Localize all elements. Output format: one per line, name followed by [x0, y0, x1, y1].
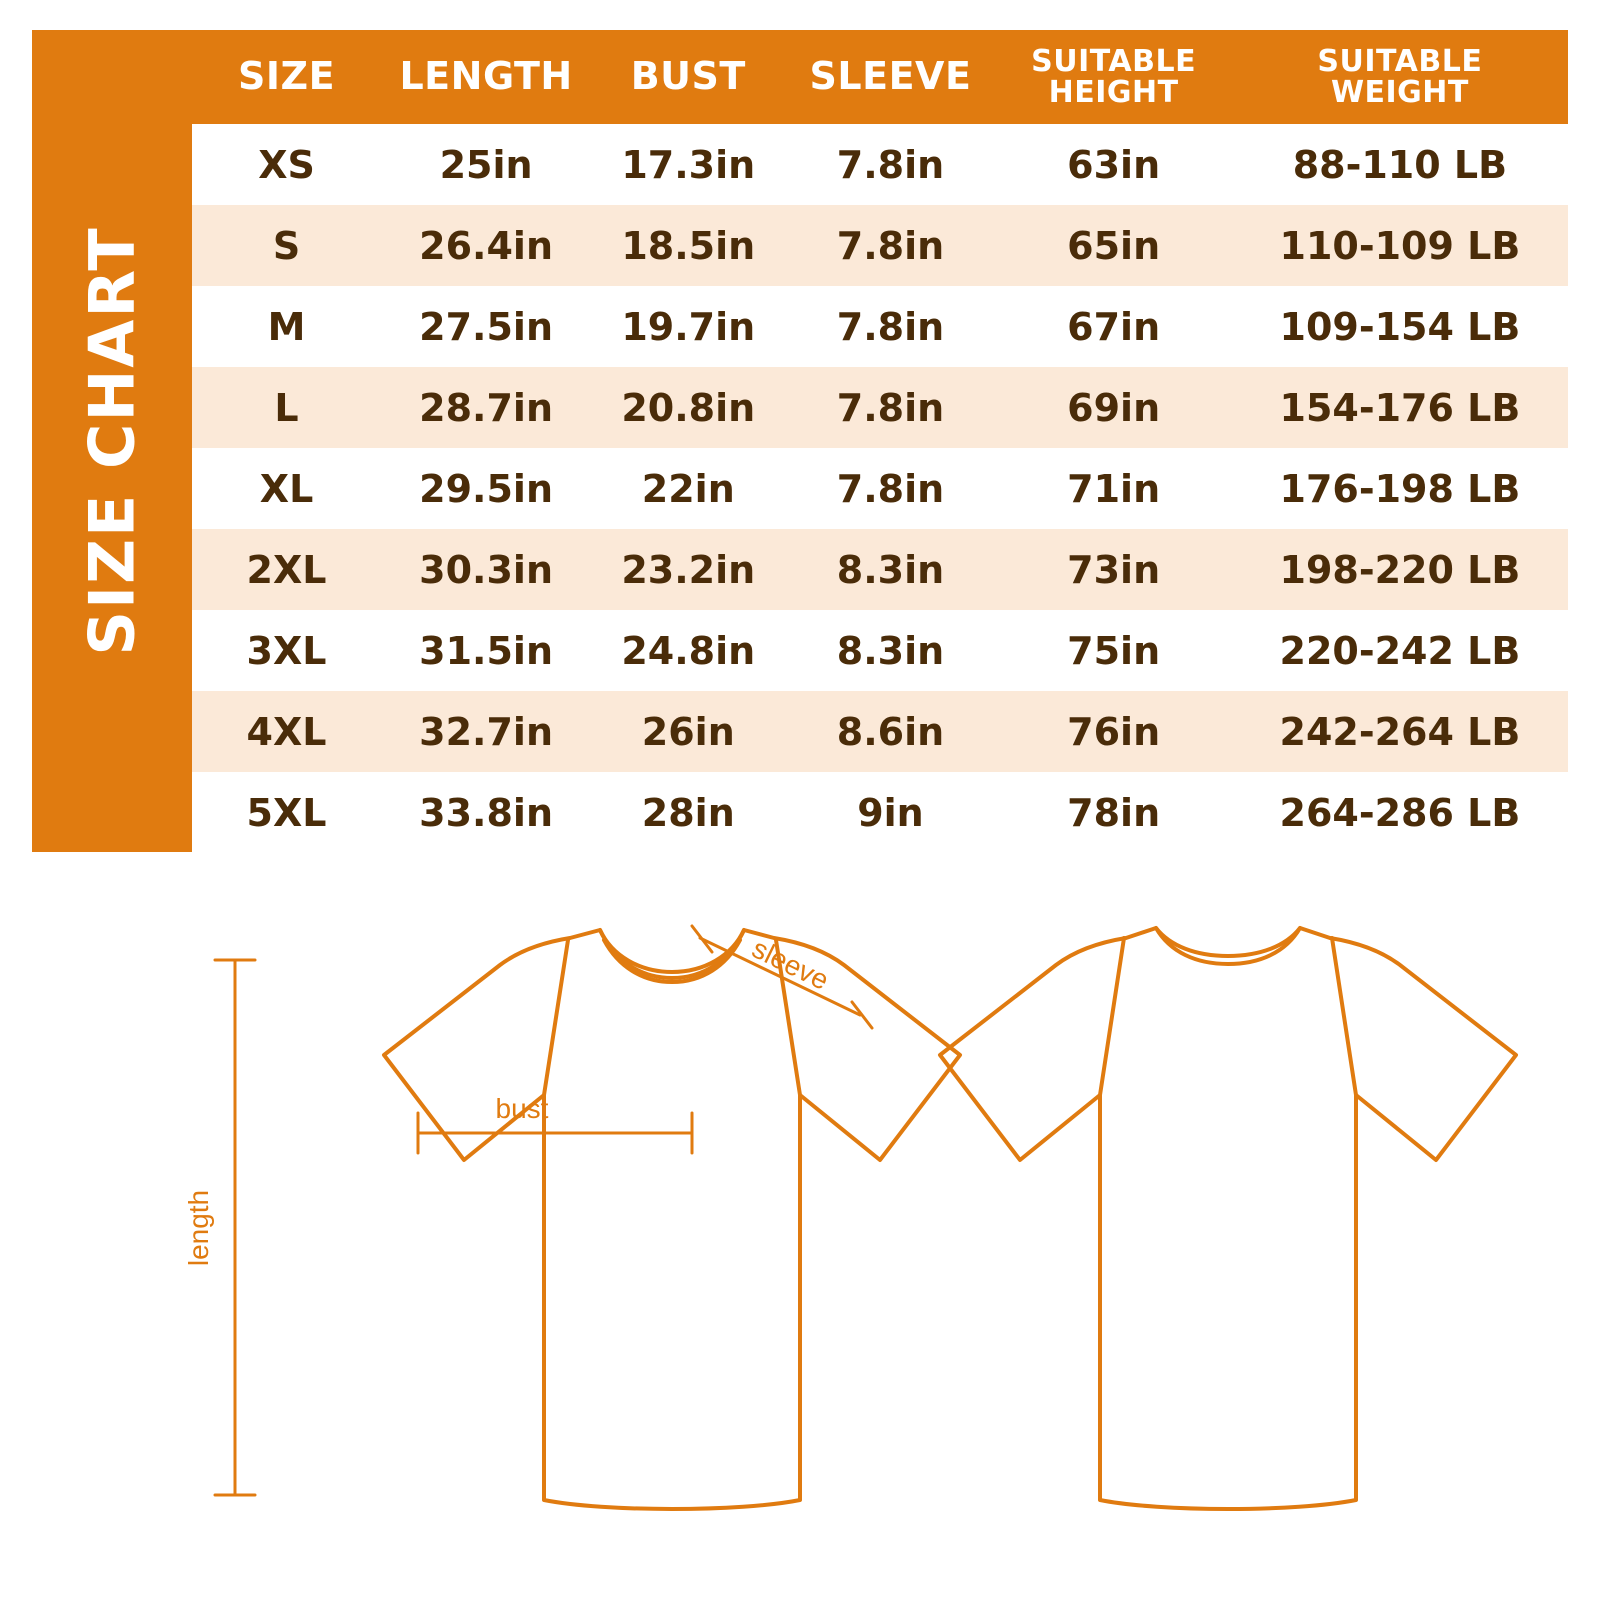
column-header-suitable-weight	[1232, 30, 1568, 124]
tshirt-back-icon	[940, 928, 1516, 1509]
cell-weight: 154-176 LB	[1232, 367, 1568, 448]
length-label: length	[183, 1189, 214, 1267]
column-header-sleeve: SLEEVE	[785, 30, 995, 124]
cell-size: M	[192, 286, 381, 367]
table-row	[192, 772, 1568, 853]
cell-weight: 242-264 LB	[1232, 691, 1568, 772]
table-row	[192, 529, 1568, 610]
cell-height: 75in	[996, 610, 1232, 691]
cell-length: 30.3in	[381, 529, 591, 610]
sleeve-label: sleeve	[747, 932, 834, 996]
column-header-length: LENGTH	[381, 30, 591, 124]
cell-height: 63in	[996, 124, 1232, 205]
table-row	[192, 205, 1568, 286]
cell-weight: 198-220 LB	[1232, 529, 1568, 610]
cell-bust: 17.3in	[591, 124, 785, 205]
cell-bust: 26in	[591, 691, 785, 772]
cell-size: 5XL	[192, 772, 381, 853]
cell-weight: 220-242 LB	[1232, 610, 1568, 691]
table-header-row	[192, 30, 1568, 124]
column-header-suitable-height-line2: HEIGHT	[1048, 75, 1179, 110]
cell-weight: 264-286 LB	[1232, 772, 1568, 853]
cell-length: 27.5in	[381, 286, 591, 367]
cell-height: 67in	[996, 286, 1232, 367]
cell-sleeve: 7.8in	[785, 367, 995, 448]
size-chart-panel	[32, 30, 1568, 852]
cell-size: XS	[192, 124, 381, 205]
table-row	[192, 610, 1568, 691]
bust-dimension-line	[418, 1113, 692, 1153]
table-row	[192, 124, 1568, 205]
cell-size: L	[192, 367, 381, 448]
column-header-size: SIZE	[192, 30, 381, 124]
table-row	[192, 448, 1568, 529]
cell-length: 26.4in	[381, 205, 591, 286]
cell-length: 31.5in	[381, 610, 591, 691]
bust-label: bust	[495, 1093, 549, 1124]
cell-sleeve: 8.6in	[785, 691, 995, 772]
table-row	[192, 367, 1568, 448]
cell-sleeve: 8.3in	[785, 529, 995, 610]
cell-sleeve: 8.3in	[785, 610, 995, 691]
cell-size: 4XL	[192, 691, 381, 772]
cell-bust: 22in	[591, 448, 785, 529]
cell-size: XL	[192, 448, 381, 529]
cell-height: 71in	[996, 448, 1232, 529]
size-table	[192, 30, 1568, 853]
size-chart-side-label	[32, 30, 192, 852]
cell-sleeve: 7.8in	[785, 448, 995, 529]
table-row	[192, 691, 1568, 772]
cell-bust: 28in	[591, 772, 785, 853]
tshirt-front-icon	[384, 930, 960, 1509]
cell-sleeve: 7.8in	[785, 205, 995, 286]
cell-length: 29.5in	[381, 448, 591, 529]
cell-bust: 19.7in	[591, 286, 785, 367]
cell-length: 25in	[381, 124, 591, 205]
cell-bust: 20.8in	[591, 367, 785, 448]
cell-height: 73in	[996, 529, 1232, 610]
length-dimension-line	[215, 960, 255, 1495]
cell-size: 3XL	[192, 610, 381, 691]
column-header-bust: BUST	[591, 30, 785, 124]
cell-weight: 176-198 LB	[1232, 448, 1568, 529]
cell-weight: 110-109 LB	[1232, 205, 1568, 286]
cell-height: 69in	[996, 367, 1232, 448]
cell-sleeve: 9in	[785, 772, 995, 853]
cell-bust: 23.2in	[591, 529, 785, 610]
cell-sleeve: 7.8in	[785, 286, 995, 367]
column-header-suitable-weight-line1: SUITABLE	[1317, 43, 1483, 79]
cell-length: 33.8in	[381, 772, 591, 853]
table-row	[192, 286, 1568, 367]
cell-sleeve: 7.8in	[785, 124, 995, 205]
size-table-header	[192, 30, 1568, 124]
cell-height: 65in	[996, 205, 1232, 286]
column-header-suitable-height-line1: SUITABLE	[1031, 43, 1197, 79]
cell-bust: 18.5in	[591, 205, 785, 286]
cell-height: 76in	[996, 691, 1232, 772]
cell-weight: 88-110 LB	[1232, 124, 1568, 205]
column-header-suitable-height	[996, 30, 1232, 124]
page-title: SIZE CHART	[75, 226, 149, 656]
cell-weight: 109-154 LB	[1232, 286, 1568, 367]
cell-height: 78in	[996, 772, 1232, 853]
measurement-diagram	[0, 880, 1600, 1580]
cell-length: 28.7in	[381, 367, 591, 448]
column-header-suitable-weight-line2: WEIGHT	[1330, 75, 1469, 110]
size-table-body	[192, 124, 1568, 853]
cell-length: 32.7in	[381, 691, 591, 772]
cell-bust: 24.8in	[591, 610, 785, 691]
size-table-wrapper	[192, 30, 1568, 852]
cell-size: S	[192, 205, 381, 286]
cell-size: 2XL	[192, 529, 381, 610]
